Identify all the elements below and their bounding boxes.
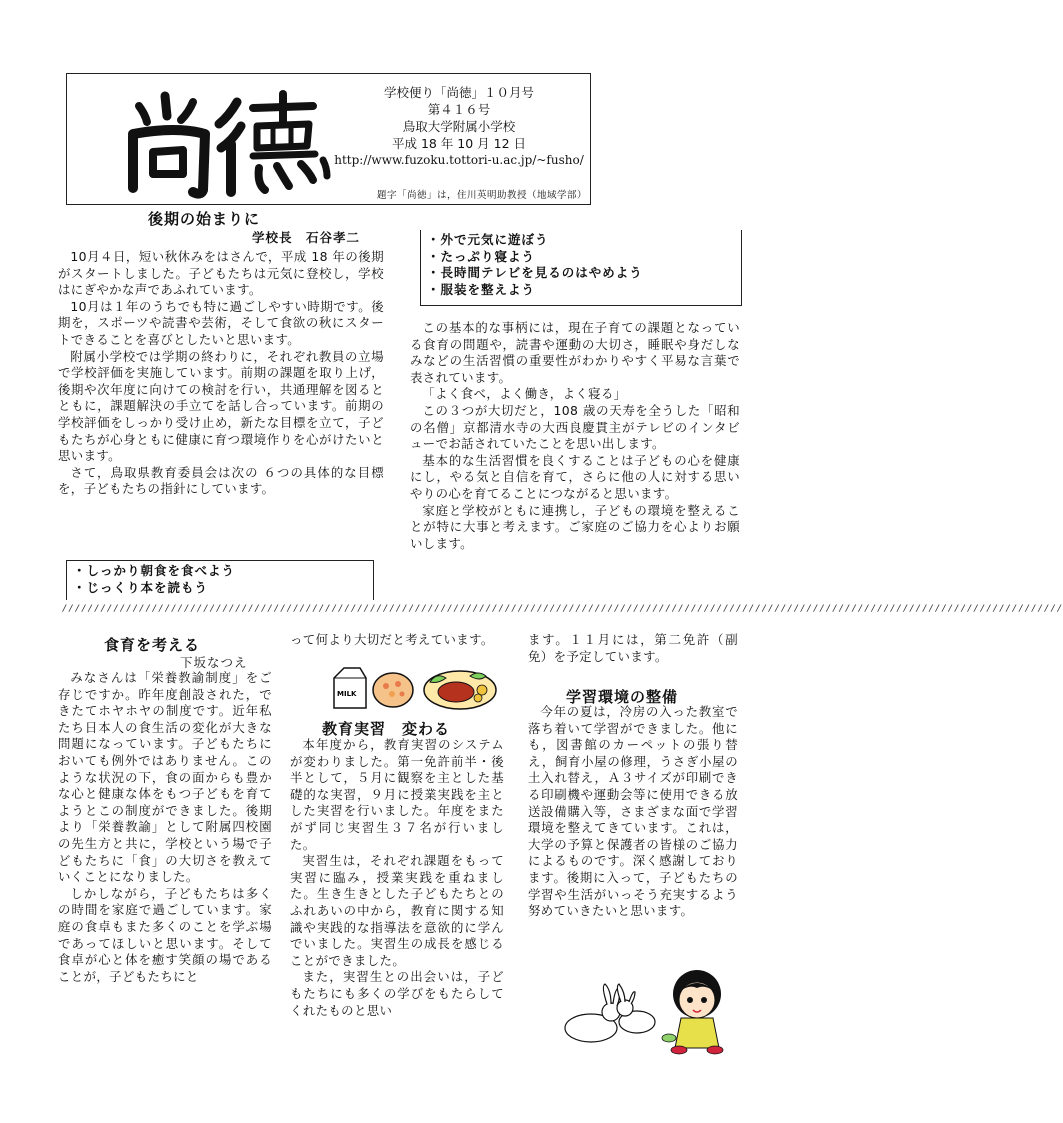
paragraph: 本年度から，教育実習のシステムが変わりました。第一免許前半・後半として，５月に観察を主とした基礎的な実習，９月に授業実践を主とした実習を行いました。年度をまたがず同じ実習生３７名が行いました。 (290, 737, 504, 852)
masthead-title: 学校便り「尚徳」１０月号 (383, 85, 534, 100)
milk-carton-icon (334, 668, 366, 708)
article4-column (528, 704, 738, 920)
masthead-info (329, 84, 589, 169)
article3-column (290, 737, 504, 1019)
girl-icon (662, 970, 723, 1054)
paragraph: 実習生は，それぞれ課題をもって実習に臨み，授業実践を重ねました。生き生きとした子どもたちとのふれあいの中から，教育に関する知識や実践的な指導法を意欲的に学んでいました。実習生の成長を感じることができました。 (290, 853, 504, 968)
quote: 「よく食べ，よく働き，よく寝る」 (422, 386, 627, 402)
masthead (66, 73, 591, 205)
article2-continued (290, 632, 504, 649)
rabbit-icon (617, 984, 655, 1033)
article1-byline: 学校長 石谷孝二 (252, 230, 361, 245)
article2-byline: 下坂なつえ (180, 655, 248, 670)
paragraph: また，実習生との出会いは，子どもたちにも多くの学びをもたらしてくれたものと思い (290, 969, 504, 1018)
paragraph: この３つが大切だと，108 歳の天寿を全うした「昭和の名僧」京都清水寺の大西良慶貫主がテレビのインタビューでお話されていたことを思い出します。 (410, 402, 740, 452)
school-url[interactable]: http://www.fuzoku.tottori-u.ac.jp/~fusho/ (334, 153, 584, 167)
paragraph: って何より大切だと考えています。 (290, 632, 494, 647)
paragraph: 基本的な生活習慣を良くすることは子どもの心を健康にし，やる気と自信を育て，さらに他の人に対する思いやりの心を育てることにつながると思います。 (410, 452, 740, 501)
food-illustration (330, 664, 500, 710)
section-divider: //////////////////////////////////////////////////////////////////////////////////////////////////////////////////////////////////////////////////////////// (62, 604, 1063, 614)
paragraph: しかしながら，子どもたちは多くの時間を家庭で過ごしています。家庭の食卓もまた多くのことを学ぶ場であってほしいと思います。そして食卓が心と体を癒す笑顔の場であることが，子どもたちにと (58, 885, 272, 984)
article3-title: 教育実習 変わる (322, 720, 451, 738)
school-name: 鳥取大学附属小学校 (402, 119, 516, 134)
paragraph: 10月は１年のうちでも特に過ごしやすい時期です。後期を，スポーツや読書や芸術，そして食欲の秋にスタートできることを喜びとしたいと思います。 (58, 298, 384, 347)
paragraph: 今年の夏は，冷房の入った教室で落ち着いて学習ができました。他にも，図書館のカーペットの張り替え，飼育小屋の修理，うさぎ小屋の土入れ替え，Ａ３サイズが印刷できる印刷機や運動会等に使用できる放送設備購入等，さまざまな面で学習環境を整えてきています。これは，大学の予算と保護者の皆様のご協力によるものです。深く感謝しております。後期に入って，子どもたちの学習や生活がいっそう充実するよう努めていきたいと思います。 (528, 704, 738, 919)
paragraph: ます。１１月には，第二免許（副免）を予定しています。 (528, 632, 738, 664)
goal-item: ・長時間テレビを見るのはやめよう (427, 265, 643, 281)
goal-item: ・たっぷり寝よう (427, 248, 536, 264)
article1-title: 後期の始まりに (148, 210, 261, 228)
paragraph: 10月４日，短い秋休みをはさんで，平成 18 年の後期がスタートしました。子どもたちは元気に登校し，学校はにぎやかな声であふれています。 (58, 249, 384, 298)
paragraph: 家庭と学校がともに連携し，子どもの環境を整えることが特に大事と考えます。ご家庭のご協力を心よりお願いします。 (410, 502, 740, 551)
paragraph: さて，鳥取県教育委員会は次の ６つの具体的な目標を，子どもたちの指針にしています。 (58, 464, 384, 497)
issue-number: 第４１６号 (427, 102, 491, 117)
rabbit-icon (565, 984, 620, 1042)
goal-item: ・しっかり朝食を食べよう (73, 563, 236, 578)
children-rabbits-illustration (555, 960, 735, 1055)
article1-right-column (410, 320, 740, 552)
calligraphy-logo (117, 88, 332, 200)
soup-bowl-icon (373, 673, 413, 707)
goal-item: ・じっくり本を読もう (73, 579, 209, 595)
paragraph: 附属小学校では学期の終わりに，それぞれ教員の立場で学校評価を実施しています。前期の課題を取り上げ，後期や次年度に向けての検討を行い，共通理解を図るとともに，課題解決の手立てを話し合っています。前期の学校評価をしっかり受け止め，新たな目標を立て，子どもたちが心身ともに健康に育つ環境作りを心がけたいと思います。 (58, 348, 384, 464)
paragraph: みなさんは「栄養教諭制度」をご存じですか。昨年度創設された，できたてホヤホヤの制度です。近年私たち日本人の食生活の変化が大きな問題になっています。子どもたちにおいても例外ではありません。このような状況の下，食の面からも豊かな心と健康な体をもつ子どもを育てようとこの制度ができました。後期より「栄養教諭」として附属四校園の先生方と共に，学校という場で子どもたちに「食」の大切さを教えていくことになりました。 (58, 670, 272, 885)
article2-title: 食育を考える (104, 636, 201, 654)
calligraphy-credit: 題字「尚徳」は，住川英明助教授（地域学部） (376, 190, 587, 201)
paragraph: この基本的な事柄には，現在子育ての課題となっている食育の問題や，読書や運動の大切さ，睡眠や身だしなみなどの生活習慣の重要性がわかりやすく平易な言葉で表されています。 (410, 320, 740, 385)
article4-title: 学習環境の整備 (566, 688, 679, 706)
article3-continued (528, 632, 738, 665)
milk-label: MILK (337, 690, 357, 698)
goal-item: ・外で元気に遊ぼう (427, 232, 549, 247)
article1-left-column (58, 249, 384, 498)
goals-box-right (420, 230, 742, 306)
issue-date: 平成 18 年 10 月 12 日 (391, 136, 527, 151)
goal-item: ・服装を整えよう (427, 281, 536, 297)
hamburg-plate-icon (424, 671, 496, 709)
article2-column (58, 670, 272, 985)
goals-box-left (66, 560, 374, 600)
